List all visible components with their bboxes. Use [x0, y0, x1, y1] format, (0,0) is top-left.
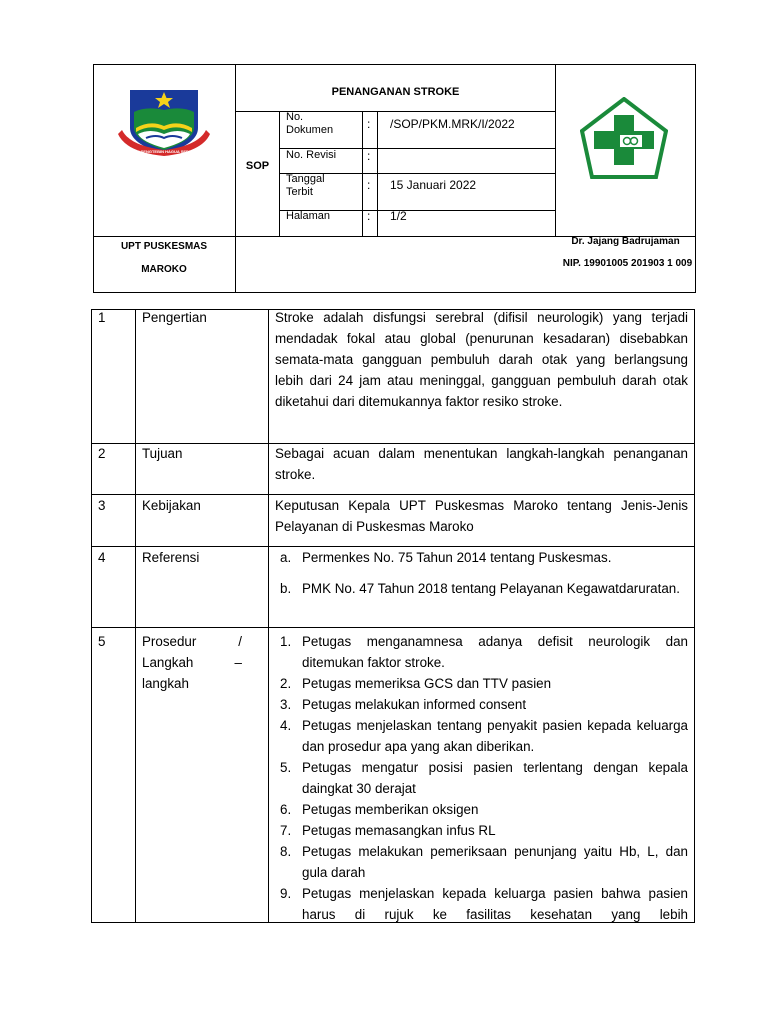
list-text: Petugas memasangkan infus RL [302, 823, 496, 838]
org-name-line2: MAROKO [141, 264, 187, 275]
list-item [270, 883, 688, 925]
list-text: Petugas melakukan pemeriksaan penunjang yaitu Hb, L, dan gula darah [302, 844, 688, 880]
row-3-content: Keputusan Kepala UPT Puskesmas Maroko tentang Jenis-Jenis Pelayanan di Puskesmas Maroko [275, 498, 688, 534]
row-2-content: Sebagai acuan dalam menentukan langkah-langkah penanganan stroke. [275, 446, 688, 482]
org-name-line1: UPT PUSKESMAS [120, 241, 208, 252]
puskesmas-logo [580, 97, 668, 179]
tanggal-label: Tanggal Terbit [286, 173, 325, 198]
row-1-content: Stroke adalah disfungsi serebral (difisil neurologik) yang terjadi mendadak fokal atau global (penurunan kesadaran) disebabkan semata-mata gangguan pembuluh darah otak yang berlangsung lebih dari 24 jam atau meninggal, gangguan pembuluh darah otak diketahui dari ditemukannya faktor resiko stroke. [275, 310, 688, 409]
list-marker: 1. [280, 634, 292, 649]
list-item [270, 799, 688, 820]
row-4-label: Referensi [142, 550, 200, 565]
halaman-label: Halaman [286, 210, 331, 222]
list-text: Petugas menganamnesa adanya defisit neurologik dan ditemukan faktor stroke. [302, 634, 688, 670]
list-marker: 9. [280, 886, 292, 901]
row-1-number: 1 [98, 310, 106, 325]
colon-2: : [367, 149, 371, 163]
logo-ribbon-text: SEPI SENGTEBIN HAGUA SEDNAN [130, 149, 198, 154]
list-item [270, 578, 688, 599]
list-marker: 6. [280, 802, 292, 817]
row-2-label: Tujuan [142, 446, 183, 461]
list-item [270, 715, 688, 757]
list-item [270, 631, 688, 673]
list-text: Permenkes No. 75 Tahun 2014 tentang Puskesmas. [302, 550, 612, 565]
no-dokumen-value: /SOP/PKM.MRK/I/2022 [390, 117, 515, 131]
list-item [270, 841, 688, 883]
list-item [270, 547, 688, 568]
list-text: Petugas memberikan oksigen [302, 802, 479, 817]
list-item [270, 820, 688, 841]
row-1-label: Pengertian [142, 310, 207, 325]
regional-emblem-logo [116, 82, 212, 168]
list-marker: 2. [280, 676, 292, 691]
no-revisi-label: No. Revisi [286, 149, 337, 161]
list-text: PMK No. 47 Tahun 2018 tentang Pelayanan Kegawatdaruratan. [302, 581, 680, 596]
list-marker: 4. [280, 718, 292, 733]
procedure-list [270, 631, 688, 925]
list-item [270, 694, 688, 715]
colon-3: : [367, 178, 371, 192]
row-3-label: Kebijakan [142, 498, 201, 513]
signer-name: Dr. Jajang Badrujaman [571, 236, 680, 247]
list-item [270, 673, 688, 694]
row-2-number: 2 [98, 446, 106, 461]
halaman-value: 1/2 [390, 209, 407, 223]
list-marker: 5. [280, 760, 292, 775]
list-marker: b. [280, 581, 292, 596]
row-5-label: Prosedur / Langkah – langkah [142, 634, 242, 691]
row-4-number: 4 [98, 550, 106, 565]
sop-label: SOP [245, 160, 270, 172]
document-title: PENANGANAN STROKE [331, 86, 460, 98]
tanggal-value: 15 Januari 2022 [390, 178, 477, 192]
list-marker: a. [280, 550, 292, 565]
list-text: Petugas menjelaskan tentang penyakit pasien kepada keluarga dan prosedur apa yang akan diberikan. [302, 718, 688, 754]
no-dokumen-label: No. Dokumen [286, 111, 334, 136]
list-marker: 7. [280, 823, 292, 838]
row-5-number: 5 [98, 634, 106, 649]
reference-list [270, 547, 688, 599]
list-text: Petugas menjelaskan kepada keluarga pasien bahwa pasien harus di rujuk ke fasilitas kesehatan yang lebih [302, 886, 688, 922]
list-item [270, 757, 688, 799]
list-marker: 3. [280, 697, 292, 712]
list-marker: 8. [280, 844, 292, 859]
row-3-number: 3 [98, 498, 106, 513]
list-text: Petugas melakukan informed consent [302, 697, 527, 712]
colon-1: : [367, 117, 371, 131]
list-text: Petugas memeriksa GCS dan TTV pasien [302, 676, 552, 691]
signer-nip: NIP. 19901005 201903 1 009 [562, 258, 693, 269]
list-text: Petugas mengatur posisi pasien terlentang dengan kepala daingkat 30 derajat [302, 760, 688, 796]
colon-4: : [367, 209, 371, 223]
